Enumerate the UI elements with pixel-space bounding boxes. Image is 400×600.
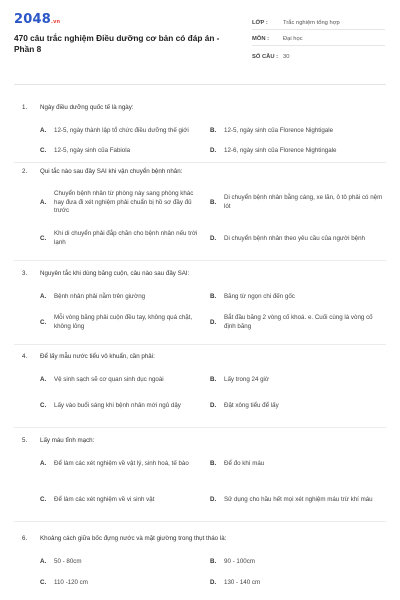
- option-text: Sử dụng cho hầu hết mọi xét nghiệm máu trừ khí máu: [224, 495, 373, 503]
- option-key: D.: [210, 495, 217, 503]
- question-number: 4.: [22, 353, 28, 360]
- meta-value: Trắc nghiệm tổng hợp: [283, 19, 340, 26]
- option-c[interactable]: [40, 228, 200, 250]
- meta-row-class: [252, 13, 385, 30]
- option-key: C.: [40, 146, 47, 154]
- question-stem: [22, 437, 94, 444]
- option-key: D.: [210, 578, 217, 586]
- option-text: Đặt xông tiểu để lấy: [224, 401, 279, 409]
- option-d[interactable]: [210, 312, 386, 334]
- option-text: Mỗi vòng băng phải cuộn đều tay, không quá chặt, không lỏng: [54, 314, 193, 330]
- option-key: B.: [210, 292, 217, 300]
- meta-label: MÔN :: [252, 36, 270, 42]
- option-text: Bệnh nhân phải nằm trên giường: [54, 292, 146, 300]
- option-key: D.: [210, 401, 217, 409]
- header-divider: [14, 84, 386, 85]
- question-stem: [22, 168, 182, 175]
- option-text: Khi di chuyển phải đắp chăn cho bệnh nhân nếu trời lạnh: [54, 230, 198, 246]
- question-number: 5.: [22, 437, 28, 444]
- question-number: 1.: [22, 104, 28, 111]
- option-text: 110 -120 cm: [54, 578, 88, 586]
- question-number: 2.: [22, 168, 28, 175]
- question-divider: [14, 427, 386, 428]
- option-key: A.: [40, 292, 47, 300]
- question-stem: [22, 104, 134, 111]
- question-divider: [14, 521, 386, 522]
- question-stem: [22, 353, 155, 360]
- option-key: D.: [210, 234, 217, 242]
- option-text: Để làm các xét nghiệm về vật lý, sinh hoá, tế bào: [54, 459, 189, 467]
- question-text: Ngày điều dưỡng quốc tế là ngày:: [40, 104, 134, 111]
- question-text: Nguyên tắc khi dùng băng cuộn, câu nào sau đây SAI:: [40, 270, 190, 277]
- question-text: Để lấy mẫu nước tiểu vô khuẩn, cần phải:: [40, 353, 155, 360]
- option-b[interactable]: [210, 555, 386, 569]
- question-divider: [14, 260, 386, 261]
- option-a[interactable]: [40, 555, 200, 569]
- option-text: 12-6, ngày sinh của Florence Nightingale: [224, 146, 337, 154]
- option-text: Vệ sinh sạch sẽ cơ quan sinh dục ngoài: [54, 375, 164, 383]
- meta-label: LỚP :: [252, 19, 268, 26]
- option-a[interactable]: [40, 182, 200, 224]
- option-text: Để làm các xét nghiệm về vi sinh vật: [54, 495, 155, 503]
- option-text: Di chuyển bệnh nhân theo yêu cầu của người bệnh: [224, 234, 365, 242]
- document-meta: [252, 13, 385, 63]
- question-text: Khoảng cách giữa bốc đựng nước và mặt giường trong thụt tháo là:: [40, 535, 227, 542]
- question-stem: [22, 535, 226, 542]
- option-key: C.: [40, 495, 47, 503]
- option-key: D.: [210, 146, 217, 154]
- option-c[interactable]: [40, 312, 200, 334]
- option-text: 12-5, ngày sinh của Florence Nightigale: [224, 126, 334, 134]
- option-text: Chuyển bệnh nhân từ phòng này sang phòng khác hay đưa đi xét nghiệm phải chuẩn bị hồ sơ đầy đủ trước: [54, 189, 194, 215]
- question-divider: [14, 344, 386, 345]
- option-b[interactable]: [210, 453, 386, 475]
- option-key: D.: [210, 318, 217, 326]
- option-c[interactable]: [40, 576, 200, 590]
- option-d[interactable]: [210, 576, 386, 590]
- option-text: 12-5, ngày thành lập tổ chức điều dưỡng thế giới: [54, 126, 189, 134]
- question-text: Qui tắc nào sau đây SAI khi vận chuyển bệnh nhân:: [40, 168, 183, 175]
- option-key: A.: [40, 557, 47, 565]
- option-c[interactable]: [40, 144, 200, 158]
- option-d[interactable]: [210, 144, 386, 158]
- option-key: C.: [40, 318, 47, 326]
- meta-row-count: [252, 46, 385, 63]
- option-key: A.: [40, 126, 47, 134]
- option-key: B.: [210, 198, 217, 206]
- option-a[interactable]: [40, 373, 200, 387]
- option-text: Lấy trong 24 giờ: [224, 375, 269, 383]
- option-key: B.: [210, 459, 217, 467]
- option-b[interactable]: [210, 120, 386, 142]
- option-d[interactable]: [210, 395, 386, 417]
- option-key: C.: [40, 578, 47, 586]
- meta-value: Đại học: [283, 36, 303, 42]
- document-title: 470 câu trắc nghiệm Điều dưỡng cơ bản có đáp án - Phần 8: [14, 33, 220, 54]
- meta-value: 30: [283, 53, 290, 60]
- option-text: 12-5, ngày sinh của Fabiola: [54, 146, 131, 154]
- option-b[interactable]: [210, 373, 386, 387]
- meta-label: SỐ CÂU :: [252, 53, 279, 60]
- option-c[interactable]: [40, 493, 200, 507]
- question-divider: [14, 162, 386, 163]
- option-text: Lấy vào buổi sáng khi bệnh nhân mới ngủ dậy: [54, 401, 181, 409]
- option-d[interactable]: [210, 489, 386, 511]
- option-a[interactable]: [40, 453, 200, 475]
- meta-row-subject: [252, 30, 385, 47]
- site-logo[interactable]: [14, 12, 60, 27]
- option-text: Di chuyển bệnh nhân bằng cáng, xe lăn, ô tô phải có nệm lót: [224, 194, 383, 210]
- option-key: A.: [40, 375, 47, 383]
- question-text: Lấy máu tĩnh mạch:: [40, 437, 95, 444]
- page-header: [0, 0, 400, 80]
- logo-suffix: .vn: [50, 19, 61, 25]
- option-b[interactable]: [210, 182, 386, 224]
- option-text: Để đo khí máu: [224, 459, 265, 467]
- option-text: 90 - 100cm: [224, 557, 255, 565]
- option-d[interactable]: [210, 228, 386, 250]
- option-key: B.: [210, 375, 217, 383]
- option-a[interactable]: [40, 120, 200, 142]
- option-key: A.: [40, 459, 47, 467]
- option-key: B.: [210, 126, 217, 134]
- option-key: C.: [40, 234, 47, 242]
- option-c[interactable]: [40, 395, 200, 417]
- option-a[interactable]: [40, 290, 200, 304]
- option-text: Bắt đầu băng 2 vòng cố khoá. e. Cuối cùng là vòng cố định băng: [224, 314, 373, 330]
- question-number: 6.: [22, 535, 28, 542]
- question-stem: [22, 270, 189, 277]
- option-text: 50 - 80cm: [54, 557, 82, 565]
- option-text: 130 - 140 cm: [224, 578, 261, 586]
- question-number: 3.: [22, 270, 28, 277]
- option-key: B.: [210, 557, 217, 565]
- option-text: Băng từ ngọn chi đến gốc: [224, 292, 295, 300]
- option-key: A.: [40, 198, 47, 206]
- option-b[interactable]: [210, 290, 386, 304]
- logo-main: 2048: [14, 12, 51, 27]
- option-key: C.: [40, 401, 47, 409]
